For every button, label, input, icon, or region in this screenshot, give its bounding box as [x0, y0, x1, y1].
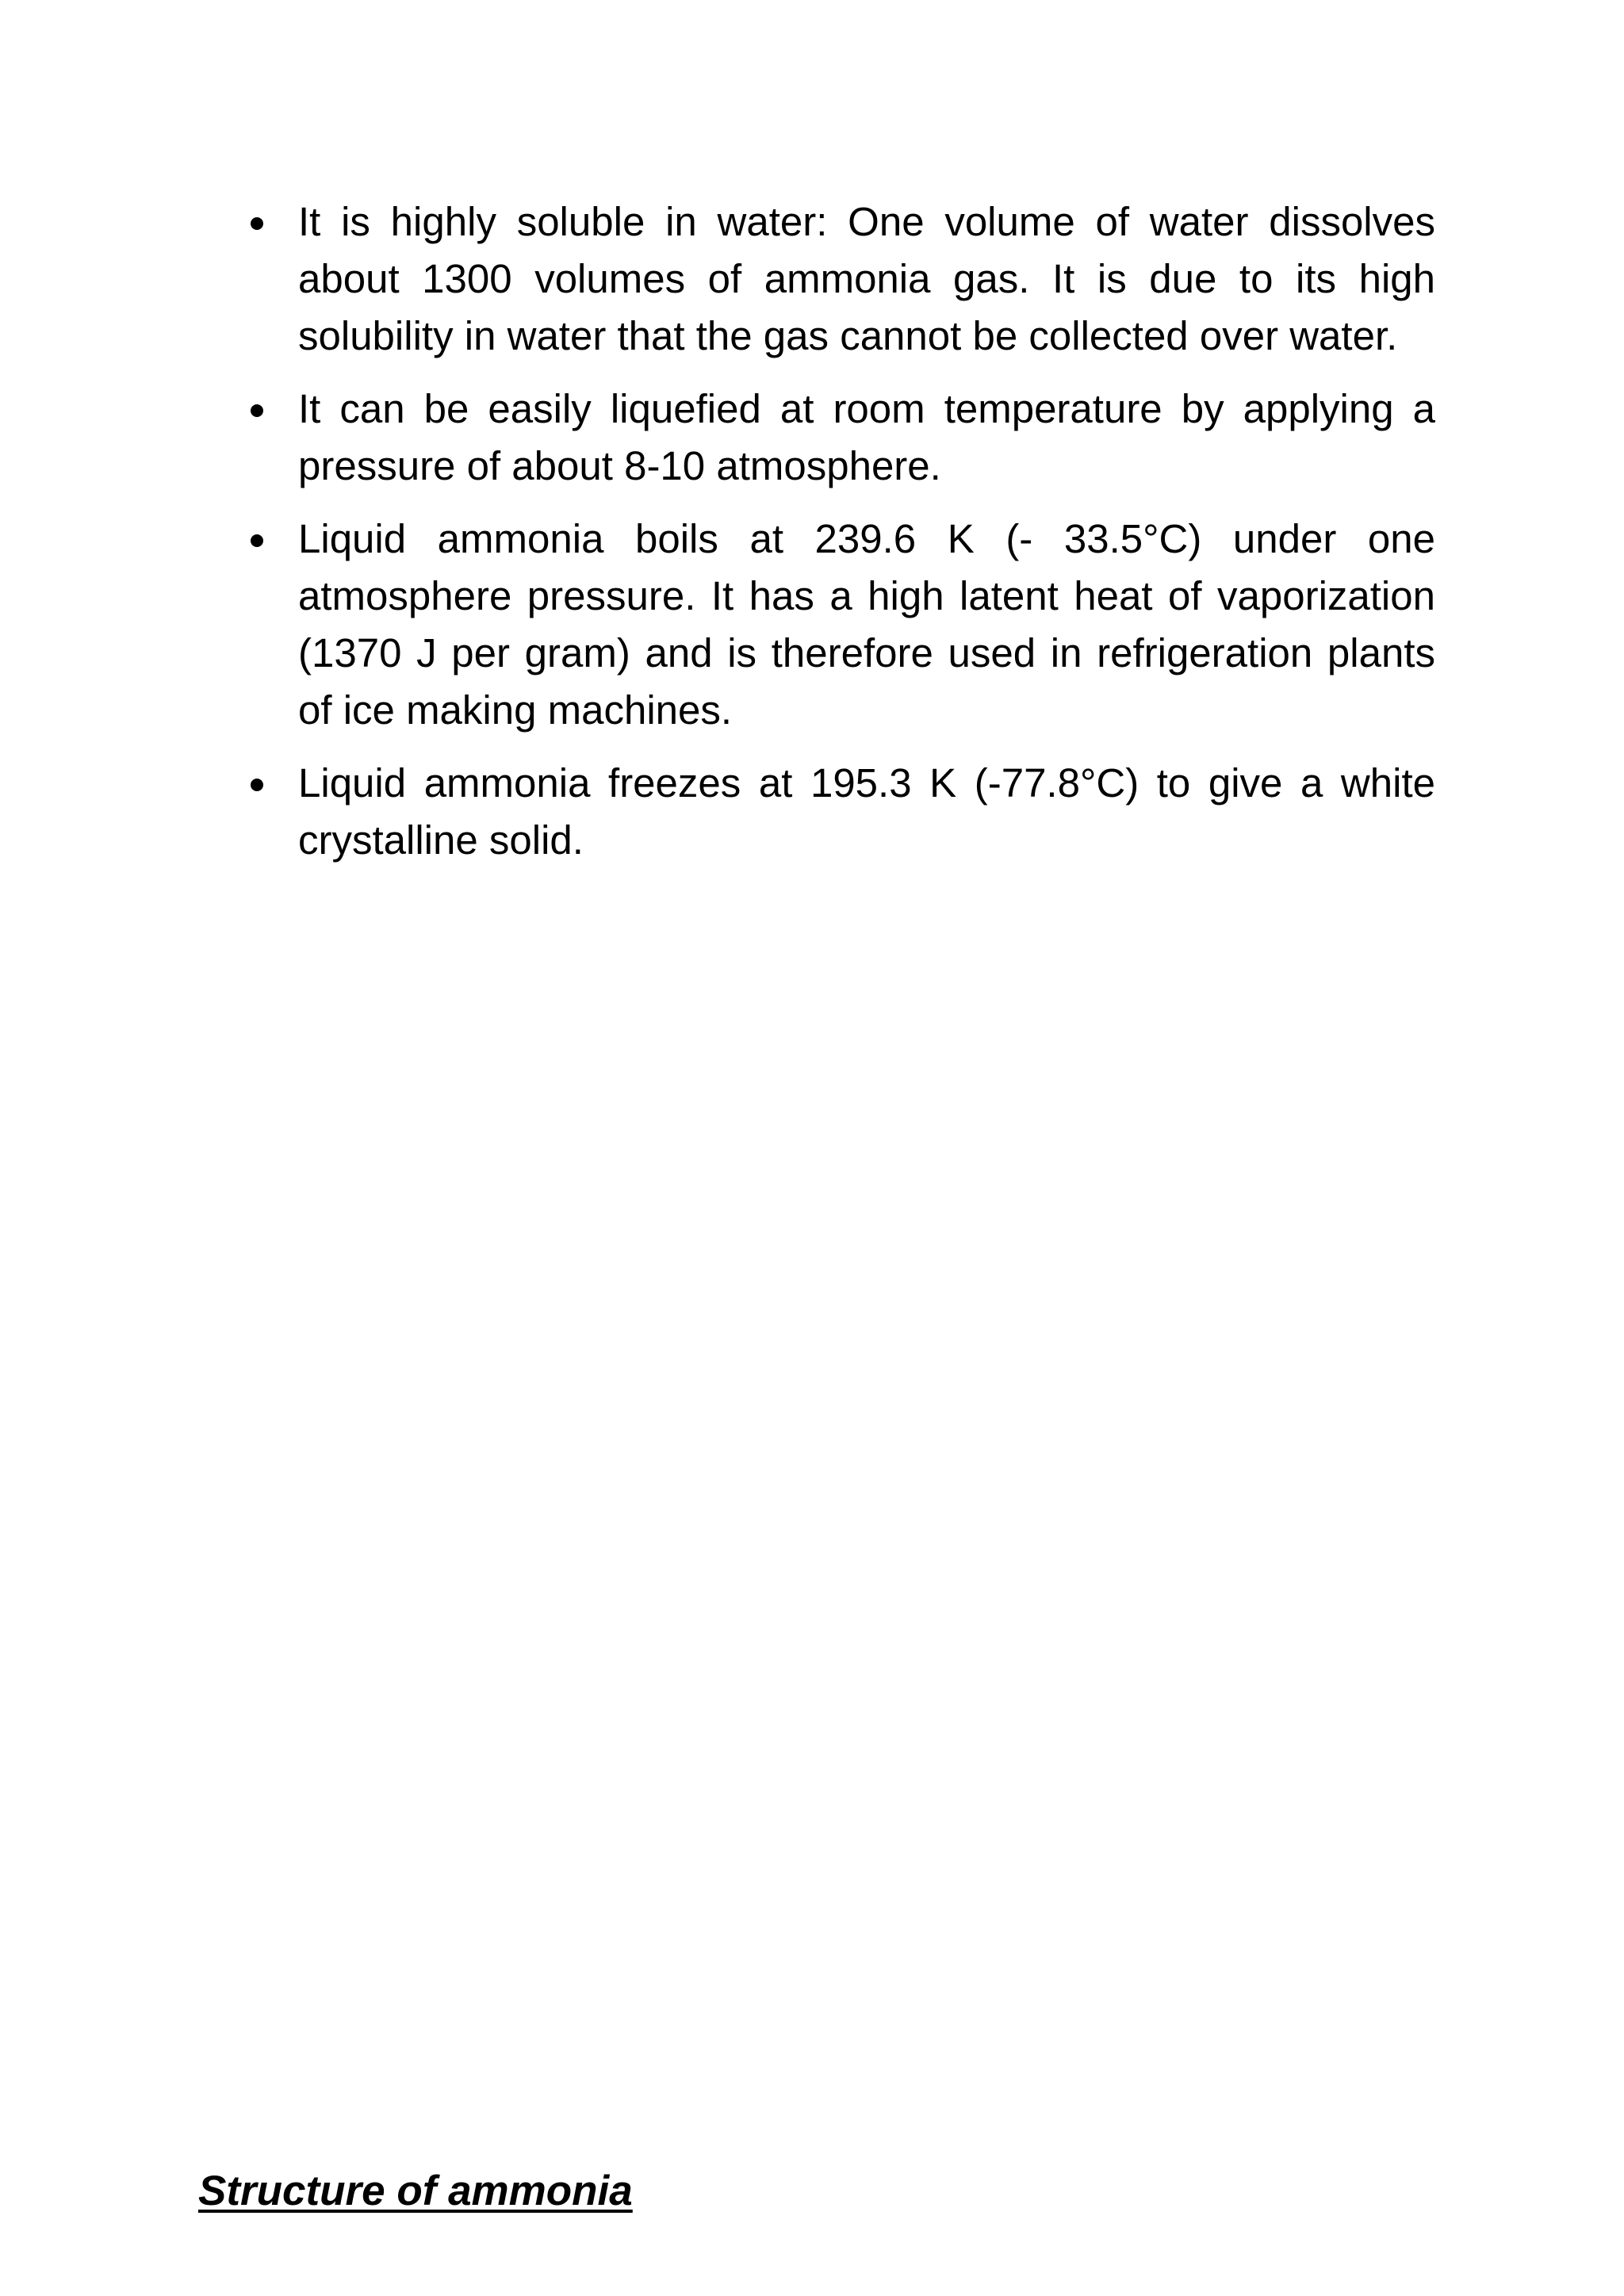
bullet-dot-icon — [251, 217, 263, 230]
bullet-text: It can be easily liquefied at room temperature by applying a pressure of about 8-10 atmosphere. — [298, 386, 1435, 488]
section-heading: Structure of ammonia — [198, 2168, 633, 2214]
bullet-text: It is highly soluble in water: One volume of water dissolves about 1300 volumes of ammonia gas. It is due to its high solubility in water that the gas cannot be collected over water. — [298, 199, 1435, 358]
bullet-dot-icon — [251, 404, 263, 417]
bullet-text: Liquid ammonia boils at 239.6 K (- 33.5°C) under one atmosphere pressure. It has a high latent heat of vaporization (1370 J per gram) and is therefore used in refrigeration plants of ice making machines. — [298, 516, 1435, 733]
bullet-item-freezing-point — [238, 755, 1435, 869]
bullet-item-boiling-point — [238, 511, 1435, 739]
bullet-text: Liquid ammonia freezes at 195.3 K (-77.8°C) to give a white crystalline solid. — [298, 760, 1435, 863]
bullet-item-solubility — [238, 193, 1435, 365]
bullet-dot-icon — [251, 779, 263, 791]
bullet-dot-icon — [251, 534, 263, 547]
properties-bullet-list — [238, 193, 1435, 885]
bullet-item-liquefaction — [238, 381, 1435, 495]
